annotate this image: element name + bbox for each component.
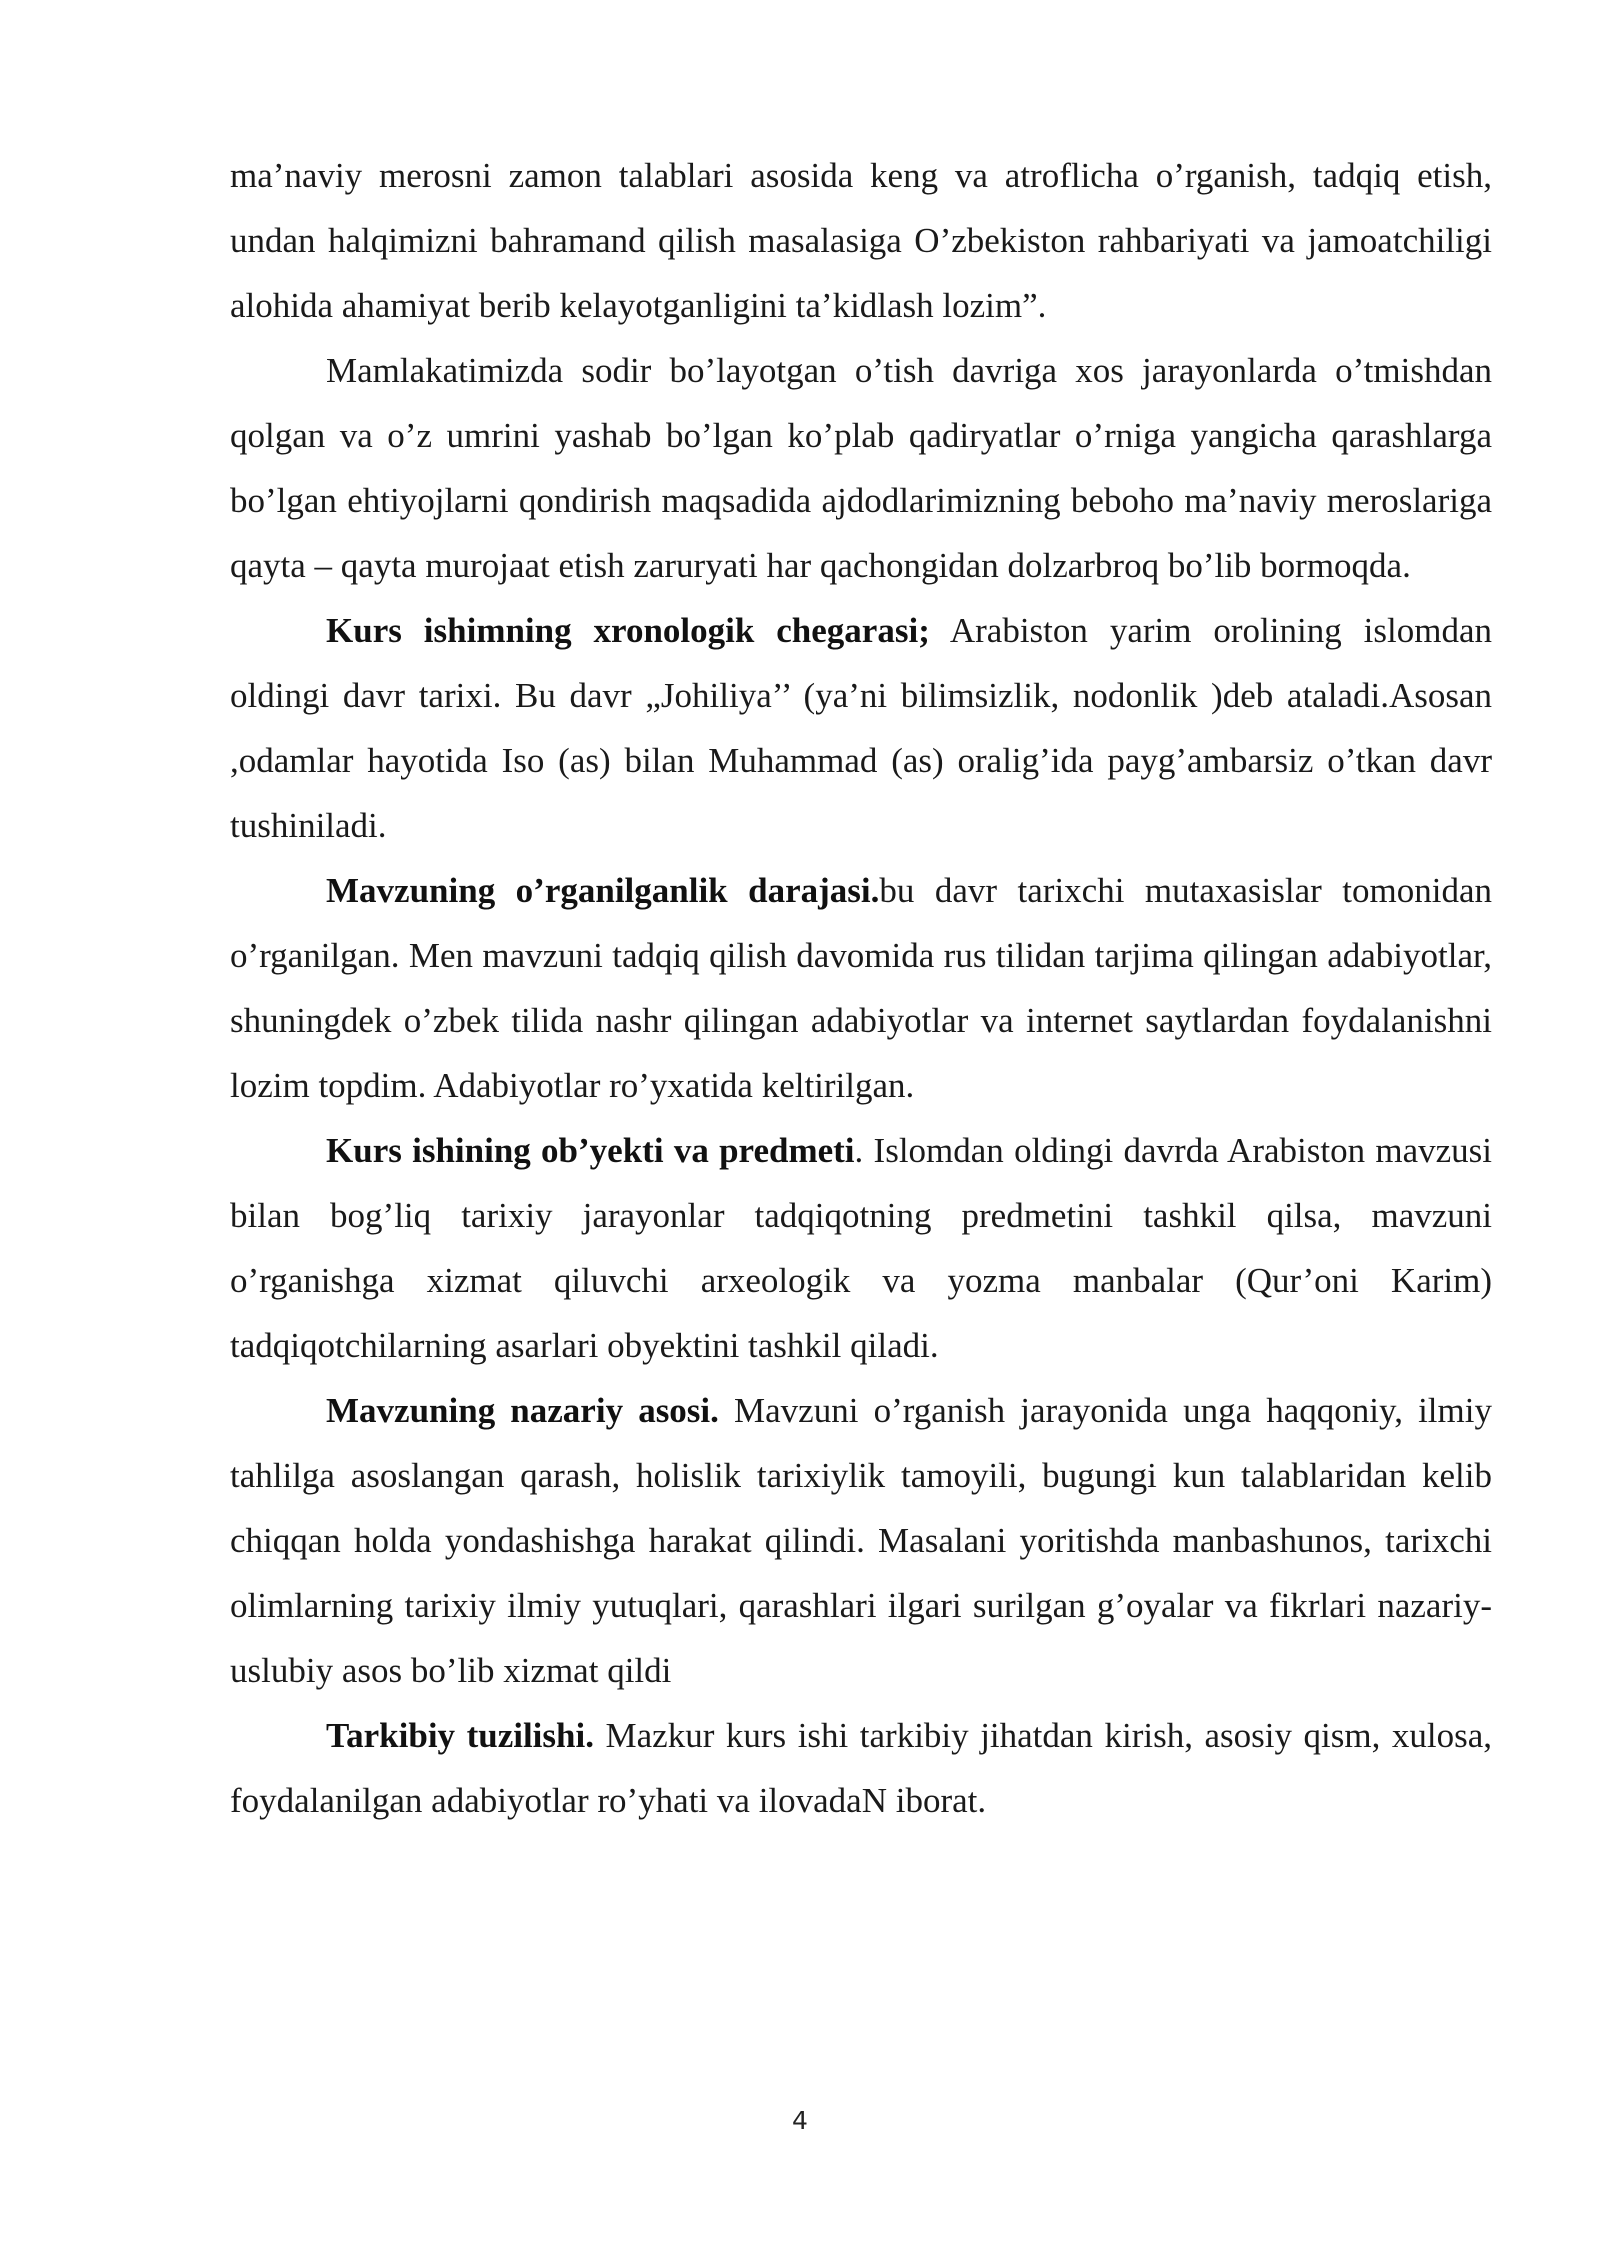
paragraph-object-and-subject bbox=[230, 1118, 1492, 1378]
paragraph-chronological-scope bbox=[230, 598, 1492, 858]
paragraph-text: Arabiston yarim orolining islomdan oldingi davr tarixi. Bu davr „Johiliya’’ (ya’ni bilimsizlik, nodonlik )deb ataladi.Asosan ,odamlar hayotida Iso (as) bilan Muhammad (as) oralig’ida payg’ambarsiz o’tkan davr tushiniladi. bbox=[230, 611, 1492, 845]
paragraph-text: . Islomdan oldingi davrda Arabiston mavzusi bilan bog’liq tarixiy jarayonlar tadqiqotning predmetini tashkil qilsa, mavzuni o’rganishga xizmat qiluvchi arxeologik va yozma manbalar (Qur’oni Karim) tadqiqotchilarning asarlari obyektini tashkil qiladi. bbox=[230, 1131, 1492, 1365]
document-page bbox=[230, 143, 1492, 1833]
paragraph-text: ma’naviy merosni zamon talablari asosida keng va atroflicha o’rganish, tadqiq etish, undan halqimizni bahramand qilish masalasiga O’zbekiston rahbariyati va jamoatchiligi alohida ahamiyat berib kelayotganligini ta’kidlash lozim”. bbox=[230, 156, 1492, 325]
section-heading: Kurs ishimning xronologik chegarasi; bbox=[326, 611, 930, 650]
paragraph-structure bbox=[230, 1703, 1492, 1833]
paragraph-text: Mavzuni o’rganish jarayonida unga haqqoniy, ilmiy tahlilga asoslangan qarash, holislik tarixiylik tamoyili, bugungi kun talablaridan kelib chiqqan holda yondashishga harakat qilindi. Masalani yoritishda manbashunos, tarixchi olimlarning tarixiy ilmiy yutuqlari, qarashlari ilgari surilgan g’oyalar va fikrlari nazariy-uslubiy asos bo’lib xizmat qildi bbox=[230, 1391, 1492, 1690]
paragraph-transition-period bbox=[230, 338, 1492, 598]
paragraph-intro-continuation bbox=[230, 143, 1492, 338]
section-heading: Mavzuning o’rganilganlik darajasi. bbox=[326, 871, 880, 910]
section-heading: Tarkibiy tuzilishi. bbox=[326, 1716, 594, 1755]
paragraph-theoretical-basis bbox=[230, 1378, 1492, 1703]
paragraph-text: Mazkur kurs ishi tarkibiy jihatdan kirish, asosiy qism, xulosa, foydalanilgan adabiyotlar ro’yhati va ilovadaN iborat. bbox=[230, 1716, 1492, 1820]
paragraph-text: bu davr tarixchi mutaxasislar tomonidan o’rganilgan. Men mavzuni tadqiq qilish davomida rus tilidan tarjima qilingan adabiyotlar, shuningdek o’zbek tilida nashr qilingan adabiyotlar va internet saytlardan foydalanishni lozim topdim. Adabiyotlar ro’yxatida keltirilgan. bbox=[230, 871, 1492, 1105]
section-heading: Mavzuning nazariy asosi. bbox=[326, 1391, 719, 1430]
section-heading: Kurs ishining ob’yekti va predmeti bbox=[326, 1131, 855, 1170]
page-number: 4 bbox=[792, 2106, 808, 2135]
paragraph-degree-of-study bbox=[230, 858, 1492, 1118]
paragraph-text: Mamlakatimizda sodir bo’layotgan o’tish davriga xos jarayonlarda o’tmishdan qolgan va o’z umrini yashab bo’lgan ko’plab qadiryatlar o’rniga yangicha qarashlarga bo’lgan ehtiyojlarni qondirish maqsadida ajdodlarimizning beboho ma’naviy meroslariga qayta – qayta murojaat etish zaruryati har qachongidan dolzarbroq bo’lib bormoqda. bbox=[230, 351, 1492, 585]
